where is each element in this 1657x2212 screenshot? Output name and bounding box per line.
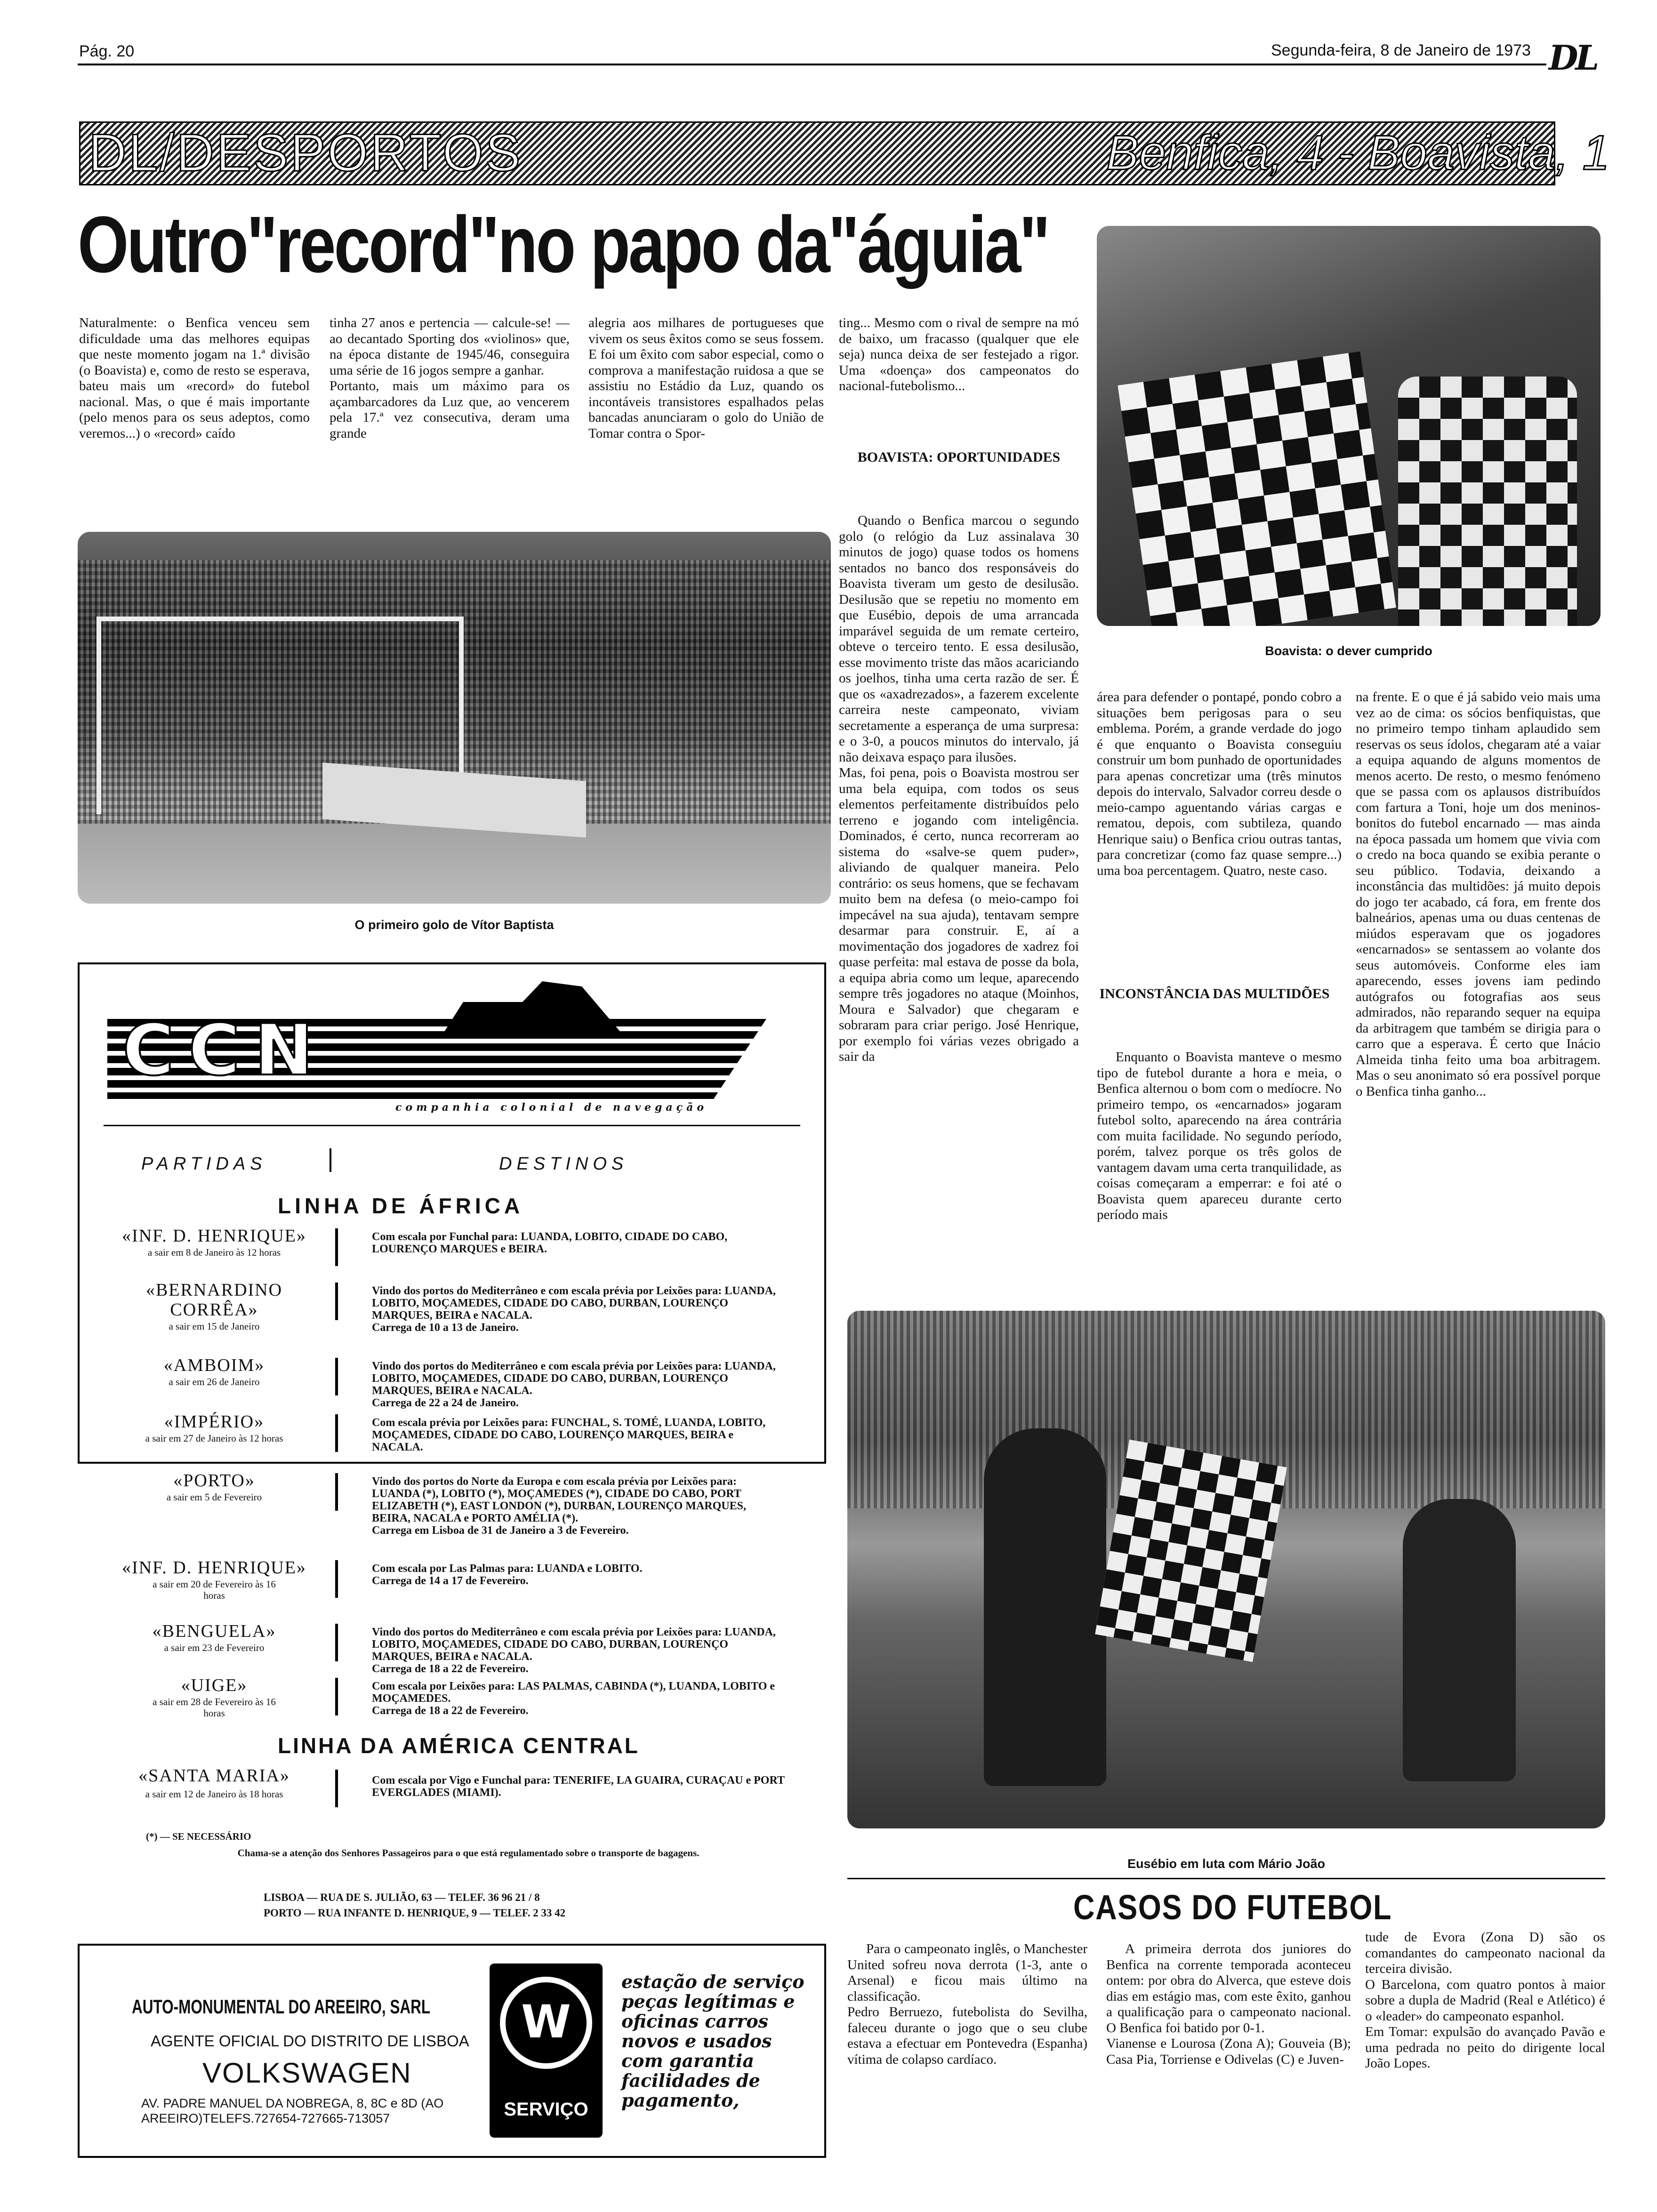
ccn-ship-bracket (335, 1560, 338, 1598)
header-rule (78, 64, 1546, 65)
ccn-ship-route: Vindo dos portos do Mediterrâneo e com escala prévia por Leixões para: LUANDA, LOBITO, MOÇAMEDES, CIDADE DO CABO, DURBAN, LOURENÇO MARQUES, BEIRA e NACALA. Carrega de 22 a 24 de Janeiro. (372, 1360, 776, 1409)
ccn-col-divider (330, 1148, 331, 1172)
casos-title: CASOS DO FUTEBOL (1073, 1888, 1392, 1927)
caption-boavista: Boavista: o dever cumprido (1265, 644, 1432, 658)
article-column-4-top: ting... Mesmo com o rival de sempre na mó de baixo, um fracasso (qualquer que ele seja) nunca deixa de ser festejado a rigor. Uma «doença» dos campeonatos do nacional-futebolismo... (839, 315, 1079, 393)
ccn-ship-name: «BERNARDINO CORRÊA» (145, 1280, 283, 1320)
ccn-ship-date: a sair em 26 de Janeiro (169, 1376, 260, 1387)
photo-first-goal (78, 532, 831, 904)
ccn-ship-route: Com escala por Leixões para: LAS PALMAS, CABINDA (*), LUANDA, LOBITO e MOÇAMEDES. Carrega de 18 a 22 de Fevereiro. (372, 1680, 775, 1717)
ccn-ship-name: «INF. D. HENRIQUE» (122, 1558, 306, 1578)
photo-player-figure (1398, 377, 1577, 626)
ccn-ship-date: a sair em 8 de Janeiro às 12 horas (147, 1247, 281, 1258)
ccn-ship-name: «UIGE» (181, 1675, 248, 1695)
ccn-ship-route: Com escala prévia por Leixões para: FUNCHAL, S. TOMÉ, LUANDA, LOBITO, MOÇAMEDES, CIDADE DO CABO, LOURENÇO MARQUES, BEIRA e NACALA. (372, 1417, 766, 1453)
vw-agent: AGENTE OFICIAL DO DISTRITO DE LISBOA (151, 2032, 469, 2050)
ccn-ship-name: «PORTO» (173, 1471, 255, 1491)
vw-slogan: estação de serviço peças legítimas e oficinas carros novos e usados com garantia facilidades de pagamento, (621, 1971, 804, 2111)
ccn-santa-maria-bracket (335, 1770, 338, 1807)
ccn-ship-date: a sair em 28 de Fevereiro às 16 horas (153, 1696, 276, 1719)
ccn-note: (*) — SE NECESSÁRIO (146, 1831, 251, 1842)
ccn-ship-date: a sair em 5 de Fevereiro (166, 1491, 262, 1503)
ccn-santa-maria-name: «SANTA MARIA» (138, 1766, 290, 1786)
ccn-tagline: companhia colonial de navegação (395, 1101, 708, 1114)
photo-checkered-shirt (1118, 351, 1396, 626)
ccn-ship-date: a sair em 20 de Fevereiro às 16 horas (153, 1579, 276, 1601)
ccn-address-lisboa: LISBOA — RUA DE S. JULIÃO, 63 — TELEF. 36 96 21 / 8 (264, 1891, 540, 1903)
photo-defender-shirt (1095, 1440, 1287, 1662)
caption-eusebio: Eusébio em luta com Mário João (1127, 1857, 1326, 1871)
match-score: Benfica, 4 - Boavista, 1 (1106, 126, 1610, 180)
article-column-2: tinha 27 anos e pertencia — calcule-se! — ao decantado Sporting dos «violinos» que, na época distante de 1945/46, conseguira uma série de 16 jogos sempre a ganhar. Portanto, mais um máximo para os açambarcadores da Luz que, ao vencerem pela 17.ª vez consecutiva, deram uma grande (330, 315, 570, 441)
ccn-ship-bracket (335, 1414, 338, 1452)
casos-column-2: A primeira derrota dos juniores do Benfica na corrente temporada aconteceu ontem: por obra do Alverca, que esteve dois dias em estágio mas, com este êxito, ganhou a qualificação para o campeonato nacional. O Benfica foi batido por 0-1. Vianense e Lourosa (Zona A); Gouveia (B); Casa Pia, Torriense e Odivelas (C) e Juven- (1106, 1941, 1351, 2067)
ccn-ship-bracket (335, 1678, 338, 1715)
ccn-line-america: LINHA DA AMÉRICA CENTRAL (278, 1733, 640, 1758)
ccn-santa-maria-date: a sair em 12 de Janeiro às 18 horas (145, 1788, 283, 1800)
newspaper-logo: DL (1549, 38, 1597, 78)
subheading-boavista: BOAVISTA: OPORTUNIDADES (857, 449, 1061, 465)
ccn-santa-maria-route: Com escala por Vigo e Funchal para: TENERIFE, LA GUAIRA, CURAÇAU e PORT EVERGLADES (MIAMI). (372, 1774, 785, 1799)
ccn-ship-route: Com escala por Las Palmas para: LUANDA e LOBITO. Carrega de 14 a 17 de Fevereiro. (372, 1563, 643, 1587)
ccn-ship-name: «AMBOIM» (163, 1355, 265, 1375)
ccn-ship-date: a sair em 27 de Janeiro às 12 horas (145, 1433, 283, 1444)
ccn-ship-date: a sair em 23 de Fevereiro (164, 1642, 265, 1653)
ccn-ship-name: «IMPÉRIO» (164, 1412, 265, 1432)
photo-right-player (1403, 1499, 1516, 1781)
photo-eusebio (847, 1311, 1605, 1828)
ccn-ship-route: Vindo dos portos do Mediterrâneo e com escala prévia por Leixões para: LUANDA, LOBITO, MOÇAMEDES, CIDADE DO CABO, DURBAN, LOURENÇO MARQUES, BEIRA e NACALA. Carrega de 10 a 13 de Janeiro. (372, 1285, 776, 1334)
vw-brand: VOLKSWAGEN (202, 2057, 412, 2089)
ccn-logo: CCN (122, 1010, 328, 1091)
ccn-ship-route: Com escala por Funchal para: LUANDA, LOBITO, CIDADE DO CABO, LOURENÇO MARQUES e BEIRA. (372, 1231, 728, 1255)
casos-column-3: tude de Evora (Zona D) são os comandantes do campeonato nacional da terceira divisão. O Barcelona, com quatro pontos à maior sobre a dupla de Madrid (Real e Atlético) é o «leader» do campeonato espanhol. Em Tomar: expulsão do avançado Pavão e uma pedrada no peito do dirigente local João Lopes. (1365, 1930, 1605, 2071)
article-column-5-top: área para defender o pontapé, pondo cobro a situações bem perigosas para o seu emblema. Porém, a grande verdade do jogo é que enquanto o Boavista conseguiu construir um bom punhado de oportunidades para apenas concretizar uma (três minutos depois do intervalo, Salvador correu desde o meio-campo aguentando várias cargas e rematou, depois, com subtileza, quando Henrique saiu) o Benfica criou outras tantas, para concretizar (como faz quase sempre...) uma boa percentagem. Quatro, neste caso. (1097, 689, 1342, 878)
ccn-ship-date: a sair em 15 de Janeiro (169, 1321, 260, 1332)
ccn-ship-route: Vindo dos portos do Mediterrâneo e com escala prévia por Leixões para: LUANDA, LOBITO, MOÇAMEDES, CIDADE DO CABO, DURBAN, LOURENÇO MARQUES, BEIRA e NACALA. Carrega de 18 a 22 de Fevereiro. (372, 1626, 776, 1675)
ccn-address-porto: PORTO — RUA INFANTE D. HENRIQUE, 9 — TELEF. 2 33 42 (264, 1907, 566, 1919)
ccn-ship-bracket (335, 1282, 338, 1320)
section-title: DL/DESPORTOS (88, 123, 523, 182)
ccn-ship-bracket (335, 1228, 338, 1266)
vw-company: AUTO-MONUMENTAL DO AREEIRO, SARL (132, 1996, 431, 2018)
ccn-destinos-label: DESTINOS (499, 1154, 628, 1174)
article-column-4-body: Quando o Benfica marcou o segundo golo (o relógio da Luz assinalava 30 minutos de jogo) quase todos os homens sentados no banco dos responsáveis do Boavista tiveram um gesto de desilusão. Desilusão que se repetiu no momento em que Eusébio, depois de uma arrancada imparável seguida de um remate certeiro, obteve o terceiro tento. E essa desilusão, esse movimento triste das mãos acariciando os joelhos, tinha uma certa razão de ser. É que os «axadrezados», a fazerem excelente carreira neste campeonato, viviam secretamente a esperança de uma surpresa: e o 3-0, a poucos minutos do intervalo, já não deixava espaço para ilusões. Mas, foi pena, pois o Boavista mostrou ser uma bela equipa, com todos os seus elementos perfeitamente distribuídos pelo terreno e jogando com inteligência. Dominados, é certo, nunca recorreram ao sistema do «salve-se quem puder», aliviando de qualquer maneira. Pelo contrário: os seus homens, que se fechavam muito bem na defesa (o meio-campo foi impecável na sua ajuda), tentavam sempre desarmar para construir. E, aí a movimentação dos jogadores de xadrez foi quase perfeita: mal estava de posse da bola, a equipa abria como um leque, aparecendo sempre três jogadores no ataque (Moinhos, Moura e Salvador) que chegaram e sobraram para criar perigo. José Henrique, por exemplo foi várias vezes obrigado a sair da (839, 513, 1079, 1064)
article-column-5-body: Enquanto o Boavista manteve o mesmo tipo de futebol durante a hora e meia, o Benfica alternou o bom com o medíocre. No primeiro tempo, os «encarnados» jogaram futebol solto, aparecendo na área contrária com muita facilidade. No segundo período, porém, talvez porque os três golos de vantagem davam uma certa tranquilidade, as coisas começaram a emperrar: e foi até o Boavista quem apareceu durante certo período mais (1097, 1050, 1342, 1222)
ccn-partidas-label: PARTIDAS (141, 1154, 267, 1174)
ccn-ship-route: Vindo dos portos do Norte da Europa e com escala prévia por Leixões para: LUANDA (*), LOBITO (*), MOÇAMEDES (*), CIDADE DO CABO, PORT ELIZABETH (*), EAST LONDON (*), DURBAN, LOURENÇO MARQUES, BEIRA, NACALA e PORTO AMÉLIA (*). Carrega em Lisboa de 31 de Janeiro a 3 de Fevereiro. (372, 1475, 746, 1537)
ccn-ship-bracket (335, 1624, 338, 1661)
vw-address: AV. PADRE MANUEL DA NOBREGA, 8, 8C e 8D (AO AREEIRO)TELEFS.727654-727665-713057 (141, 2096, 444, 2125)
ccn-divider (104, 1125, 800, 1126)
ccn-ship-name: «INF. D. HENRIQUE» (122, 1226, 306, 1246)
vw-logo-icon: W (500, 1977, 592, 2069)
caption-first-goal: O primeiro golo de Vítor Baptista (354, 918, 554, 932)
article-column-1: Naturalmente: o Benfica venceu sem dificuldade uma das melhores equipas que neste momento jogam na 1.ª divisão (o Boavista) e, como de resto se esperava, bateu mais um «record» do futebol nacional. Mas, o que é mais importante (pelo menos para os seus adeptos, como veremos...) o «record» caído (79, 315, 310, 441)
page-date: Segunda-feira, 8 de Janeiro de 1973 (1271, 41, 1531, 59)
ccn-ship-bracket (335, 1358, 338, 1395)
subheading-inconstancia: INCONSTÂNCIA DAS MULTIDÕES (1099, 986, 1330, 1002)
casos-column-1: Para o campeonato inglês, o Manchester United sofreu nova derrota (1-3, ante o Arsenal) e ficou mais último na classificação. Pedro Berruezo, futebolista do Sevilha, faleceu durante o jogo que o seu clube estava a efectuar em Pontevedra (Espanha) vítima de colapso cardíaco. (847, 1941, 1087, 2067)
vw-service-label: SERVIÇO (504, 2099, 588, 2120)
ccn-ship-bracket (335, 1473, 338, 1511)
ccn-notice: Chama-se a atenção dos Senhores Passageiros para o que está regulamentado sobre o transporte de bagagens. (237, 1847, 700, 1859)
photo-boavista-players (1097, 226, 1601, 626)
photo-eusebio-figure (984, 1428, 1106, 1786)
ccn-line-africa: LINHA DE ÁFRICA (278, 1194, 524, 1218)
page-number: Pág. 20 (79, 42, 135, 60)
headline: Outro"record"no papo da"águia" (78, 200, 1049, 289)
casos-rule (847, 1878, 1605, 1879)
article-column-3: alegria aos milhares de portugueses que vivem os seus êxitos como se seus fossem. E foi um êxito com sabor especial, como o comprova a manifestação ruidosa a que se assistiu no Estádio da Luz, quando os incontáveis transistores espalhados pelas bancadas anunciaram o golo do União de Tomar contra o Spor- (588, 315, 824, 441)
article-column-6: na frente. E o que é já sabido veio mais uma vez ao de cima: os sócios benfiquistas, que no primeiro tempo tinham aplaudido sem reservas os seus ídolos, chegaram até a vaiar a equipa aquando de alguns momentos de menos acerto. De resto, o mesmo fenómeno que se passa com os aplausos distribuídos com fartura a Toni, hoje um dos meninos-bonitos do futebol encarnado — mas ainda na época passada um homem que vivia com o credo na boca quando se exibia perante o seu público. Todavia, deixando a inconstância das multidões: já muito depois do jogo ter acabado, cá fora, em frente dos balneários, apenas uma ou duas centenas de miúdos esperavam que os jogadores «encarnados» se sentassem ao volante dos seus automóveis. Conforme eles iam aparecendo, esses jovens iam pedindo autógrafos ou fotografias aos seus admirados, não reparando sequer na equipa da arbitragem que também se dirigia para o carro que a esperava. É certo que Inácio Almeida tinha feito uma boa arbitragem. Mas o seu anonimato só era possível porque o Benfica tinha ganho... (1356, 689, 1601, 1099)
ccn-ship-name: «BENGUELA» (152, 1621, 276, 1641)
